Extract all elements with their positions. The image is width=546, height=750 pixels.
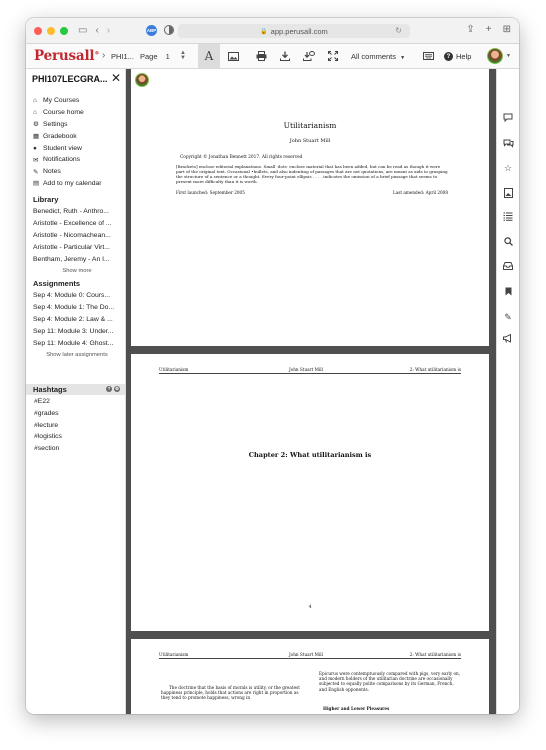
section-subheading: Higher and Lower Pleasures xyxy=(323,706,390,711)
document-viewer[interactable] xyxy=(126,69,496,714)
gradebook-icon: ▦ xyxy=(33,133,40,141)
library-item[interactable]: Aristotle - Particular Virt... xyxy=(33,244,110,251)
image-icon xyxy=(228,52,239,61)
document-title: Utilitarianism xyxy=(283,121,337,130)
reload-icon[interactable]: ↻ xyxy=(395,26,402,35)
nav-notifications[interactable]: ✉ Notifications xyxy=(33,156,81,164)
address-bar[interactable] xyxy=(178,24,410,38)
library-item[interactable]: Aristotle - Excellence of ... xyxy=(33,220,112,227)
nav-add-calendar[interactable]: ▤ Add to my calendar xyxy=(33,179,102,188)
assignments-show-later-link[interactable]: Show later assignments xyxy=(46,352,108,358)
print-icon xyxy=(256,51,267,61)
running-header-center: John Stuart Mill xyxy=(289,652,323,657)
chapter-heading: Chapter 2: What utilitarianism is xyxy=(248,451,372,459)
right-toolbar xyxy=(496,69,519,714)
course-sidebar xyxy=(26,69,126,714)
assignment-item[interactable]: Sep 11: Module 3: Under... xyxy=(33,328,114,335)
document-page[interactable] xyxy=(131,69,489,346)
star-icon[interactable]: ☆ xyxy=(503,163,513,173)
library-item[interactable]: Bentham, Jeremy - An I... xyxy=(33,256,110,263)
window-controls xyxy=(34,27,68,35)
fullscreen-button[interactable] xyxy=(322,44,344,68)
assignments-heading: Assignments xyxy=(33,279,81,288)
keyboard-icon xyxy=(423,52,434,60)
sidebar-toggle-icon[interactable]: ▭ xyxy=(78,24,88,36)
home-icon: ⌂ xyxy=(33,97,37,105)
page-stepper-icon[interactable]: ▲ ▼ xyxy=(180,50,186,61)
close-sidebar-icon[interactable]: ✕ xyxy=(111,71,122,85)
browser-window xyxy=(26,18,519,714)
running-header-left: Utilitarianism xyxy=(159,652,189,657)
document-author: John Stuart Mill xyxy=(289,138,331,144)
page-label: Page xyxy=(140,52,158,61)
first-launched: First launched: September 2005 xyxy=(176,190,245,195)
nav-gradebook[interactable]: ▦ Gradebook xyxy=(33,132,77,141)
app-toolbar xyxy=(26,44,519,69)
download-comments-button[interactable] xyxy=(298,44,320,68)
settings-icon[interactable]: ⚙ xyxy=(114,386,120,391)
chevron-down-icon[interactable]: ▼ xyxy=(506,53,511,59)
last-amended: Last amended: April 2008 xyxy=(392,190,448,195)
page-selector[interactable] xyxy=(140,50,186,61)
help-button[interactable]: ? Help xyxy=(444,52,471,61)
text-view-button[interactable]: A xyxy=(198,44,220,68)
download-icon xyxy=(280,51,290,61)
tab-overview-icon[interactable]: ⊞ xyxy=(502,24,511,35)
download-comments-icon xyxy=(303,51,315,61)
adblock-extension-icon[interactable]: ABP xyxy=(146,25,157,36)
keyboard-button[interactable] xyxy=(417,44,439,68)
assignments-list xyxy=(33,292,121,361)
pencil-icon[interactable]: ✎ xyxy=(504,312,512,322)
nav-my-courses[interactable]: ⌂ My Courses xyxy=(33,97,80,105)
assignment-item[interactable]: Sep 11: Module 4: Ghost... xyxy=(33,340,114,347)
copyright-line: Copyright © Jonathan Bennett 2017. All rights reserved xyxy=(180,155,303,160)
running-header-right: 2: What utilitarianism is xyxy=(409,367,461,372)
course-title: PHI107LECGRA... xyxy=(32,74,108,84)
nav-settings[interactable]: ⚙ Settings xyxy=(33,120,68,129)
hashtag-item[interactable]: #E22 xyxy=(34,398,50,405)
back-icon[interactable]: ‹ xyxy=(95,24,99,36)
running-header-center: John Stuart Mill xyxy=(289,367,323,372)
assignment-item[interactable]: Sep 4: Module 0: Cours... xyxy=(33,292,111,299)
notifications-icon: ✉ xyxy=(33,156,39,164)
comments-filter-dropdown[interactable]: All comments ▼ xyxy=(351,52,406,61)
nav-notes[interactable]: ✎ Notes xyxy=(33,168,61,176)
student-icon: ● xyxy=(33,144,37,152)
assignment-item[interactable]: Sep 4: Module 2: Law & ... xyxy=(33,316,113,323)
running-header-right: 2: What utilitarianism is xyxy=(409,652,461,657)
browser-chrome xyxy=(26,18,519,44)
running-header-left: Utilitarianism xyxy=(159,367,189,372)
image-view-button[interactable] xyxy=(222,44,244,68)
comment-icon[interactable] xyxy=(497,113,519,124)
library-item[interactable]: Benedict, Ruth - Anthro... xyxy=(33,208,109,215)
search-icon[interactable] xyxy=(497,237,519,248)
announcement-icon[interactable] xyxy=(497,334,519,345)
breadcrumb[interactable]: PHI1... xyxy=(111,52,134,61)
conversations-icon[interactable] xyxy=(497,139,519,150)
forward-icon[interactable]: › xyxy=(106,24,111,36)
hashtag-item[interactable]: #lecture xyxy=(34,421,59,429)
hashtags-header: Hashtags ? ⚙ xyxy=(26,384,125,395)
document-page[interactable] xyxy=(131,639,489,714)
help-icon: ? xyxy=(444,52,453,61)
course-nav xyxy=(33,95,102,189)
lock-icon: 🔒 xyxy=(260,28,268,35)
chevron-down-icon: ▼ xyxy=(400,55,406,61)
inbox-icon[interactable] xyxy=(497,262,519,272)
calendar-icon: ▤ xyxy=(33,180,40,188)
page-value: 1 xyxy=(165,52,170,61)
nav-student-view[interactable]: ● Student view xyxy=(33,144,82,152)
editorial-note: [Brackets] enclose editorial explanations. Small ·dots· enclose material that has been added, but can be read as though it were part of the original text. Occasional •bullets, and also indenting of passages that are not quotations, are meant as aids to grasping the structure of a sentence or a thought. Every four-point ellipsis . . . . indicates the omission of a brief passage that seems to present more difficulty than it is worth. xyxy=(176,164,448,185)
hashtag-item[interactable]: #logistics xyxy=(34,433,62,441)
help-icon[interactable]: ? xyxy=(107,386,111,391)
browser-actions xyxy=(466,25,511,35)
hashtag-item[interactable]: #grades xyxy=(34,409,59,417)
library-list xyxy=(33,208,121,277)
zoom-window-button[interactable] xyxy=(60,27,68,35)
library-show-more-link[interactable]: Show more xyxy=(62,268,92,274)
print-button[interactable] xyxy=(250,44,272,68)
running-header xyxy=(159,652,461,659)
assignment-item[interactable]: Sep 4: Module 1: The Do... xyxy=(33,304,115,311)
pencil-icon: ✎ xyxy=(33,168,39,176)
running-header xyxy=(159,367,461,374)
body-text-left: The doctrine that the basis of morals is utility, or the greatest happiness principle, holds that actions are right in proportion as they tend to promote happiness, wrong in xyxy=(161,685,300,701)
page-number: 4 xyxy=(308,605,312,610)
image-icon[interactable] xyxy=(497,188,519,200)
gear-icon: ⚙ xyxy=(33,121,39,129)
minimize-window-button[interactable] xyxy=(47,27,55,35)
body-text-right: Epicurus were contemptuously compared with pigs, very early on, and modern holders of the utilitarian doctrine are occasionally subjected to equally polite comparisons by its German, French, and English opponents. xyxy=(319,671,461,692)
avatar[interactable] xyxy=(135,73,149,87)
new-tab-icon[interactable]: + xyxy=(485,24,492,35)
download-button[interactable] xyxy=(274,44,296,68)
bookmark-icon[interactable] xyxy=(497,287,519,298)
nav-course-home[interactable]: ⌂ Course home xyxy=(33,109,84,117)
hashtag-item[interactable]: #section xyxy=(34,445,60,453)
close-window-button[interactable] xyxy=(34,27,42,35)
breadcrumb-chevron-icon: › xyxy=(102,50,106,61)
list-icon[interactable] xyxy=(497,212,519,223)
hashtags-list xyxy=(34,398,122,457)
library-item[interactable]: Aristotle - Nicomachean... xyxy=(33,232,111,239)
perusall-logo[interactable]: Perusall® xyxy=(34,48,100,64)
library-heading: Library xyxy=(33,195,59,204)
privacy-extension-icon[interactable] xyxy=(164,25,174,35)
address-text: app.perusall.com xyxy=(270,26,328,36)
share-icon[interactable]: ⇪ xyxy=(466,24,475,35)
document-page[interactable] xyxy=(131,354,489,631)
fullscreen-icon xyxy=(328,51,338,61)
house-icon: ⌂ xyxy=(33,109,37,117)
user-avatar[interactable] xyxy=(487,48,503,64)
